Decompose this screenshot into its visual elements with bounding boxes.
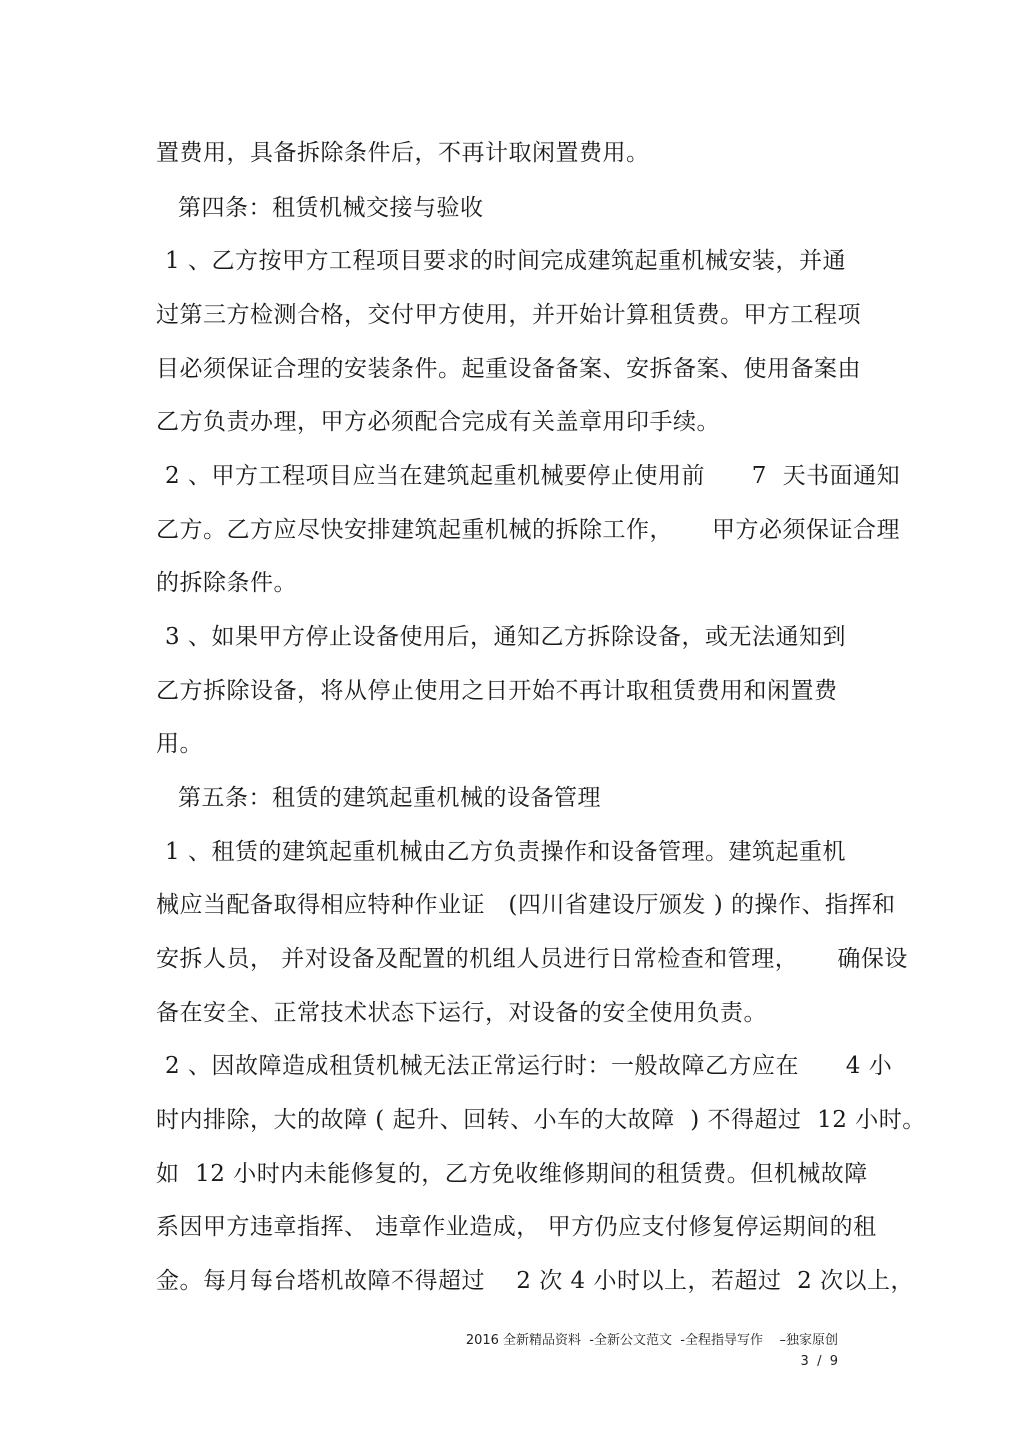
text-line: 置费用，具备拆除条件后，不再计取闲置费用。 — [156, 140, 650, 166]
page-number: 3 / 9 — [800, 1354, 838, 1369]
text-line: 1 、乙方按甲方工程项目要求的时间完成建筑起重机械安装，并通 — [165, 248, 846, 274]
text-line: 2 、甲方工程项目应当在建筑起重机械要停止使用前 7 天书面通知 — [165, 463, 901, 489]
text-line: 乙方负责办理，甲方必须配合完成有关盖章用印手续。 — [156, 409, 720, 435]
text-line: 械应当配备取得相应特种作业证 (四川省建设厅颁发 ) 的操作、指挥和 — [156, 892, 896, 918]
text-line: 3 、如果甲方停止设备使用后，通知乙方拆除设备，或无法通知到 — [165, 624, 846, 650]
text-line: 安拆人员， 并对设备及配置的机组人员进行日常检查和管理， 确保设 — [156, 946, 908, 972]
text-line: 目必须保证合理的安装条件。起重设备备案、安拆备案、使用备案由 — [156, 356, 861, 382]
text-line: 金。每月每台塔机故障不得超过 2 次 4 小时以上，若超过 2 次以上， — [156, 1268, 915, 1294]
text-line: 时内排除，大的故障 ( 起升、回转、小车的大故障 ) 不得超过 12 小时。 — [156, 1107, 926, 1133]
text-line: 1 、租赁的建筑起重机械由乙方负责操作和设备管理。建筑起重机 — [165, 839, 846, 865]
text-line: 用。 — [156, 731, 203, 757]
text-line: 如 12 小时内未能修复的，乙方免收维修期间的租赁费。但机械故障 — [156, 1161, 868, 1187]
section-heading: 第四条：租赁机械交接与验收 — [178, 195, 484, 221]
text-line: 2 、因故障造成租赁机械无法正常运行时：一般故障乙方应在 4 小 — [165, 1053, 893, 1079]
section-heading: 第五条：租赁的建筑起重机械的设备管理 — [178, 785, 601, 811]
text-line: 过第三方检测合格，交付甲方使用，并开始计算租赁费。甲方工程项 — [156, 302, 861, 328]
text-line: 乙方拆除设备，将从停止使用之日开始不再计取租赁费用和闲置费 — [156, 678, 838, 704]
text-line: 乙方。乙方应尽快安排建筑起重机械的拆除工作， 甲方必须保证合理 — [156, 517, 901, 543]
text-line: 系因甲方违章指挥、 违章作业造成， 甲方仍应支付修复停运期间的租 — [156, 1214, 877, 1240]
page-footer: 2016 全新精品资料 -全新公文范文 -全程指导写作 –独家原创 — [465, 1333, 838, 1348]
text-line: 备在安全、正常技术状态下运行，对设备的安全使用负责。 — [156, 1000, 767, 1026]
text-line: 的拆除条件。 — [156, 570, 297, 596]
